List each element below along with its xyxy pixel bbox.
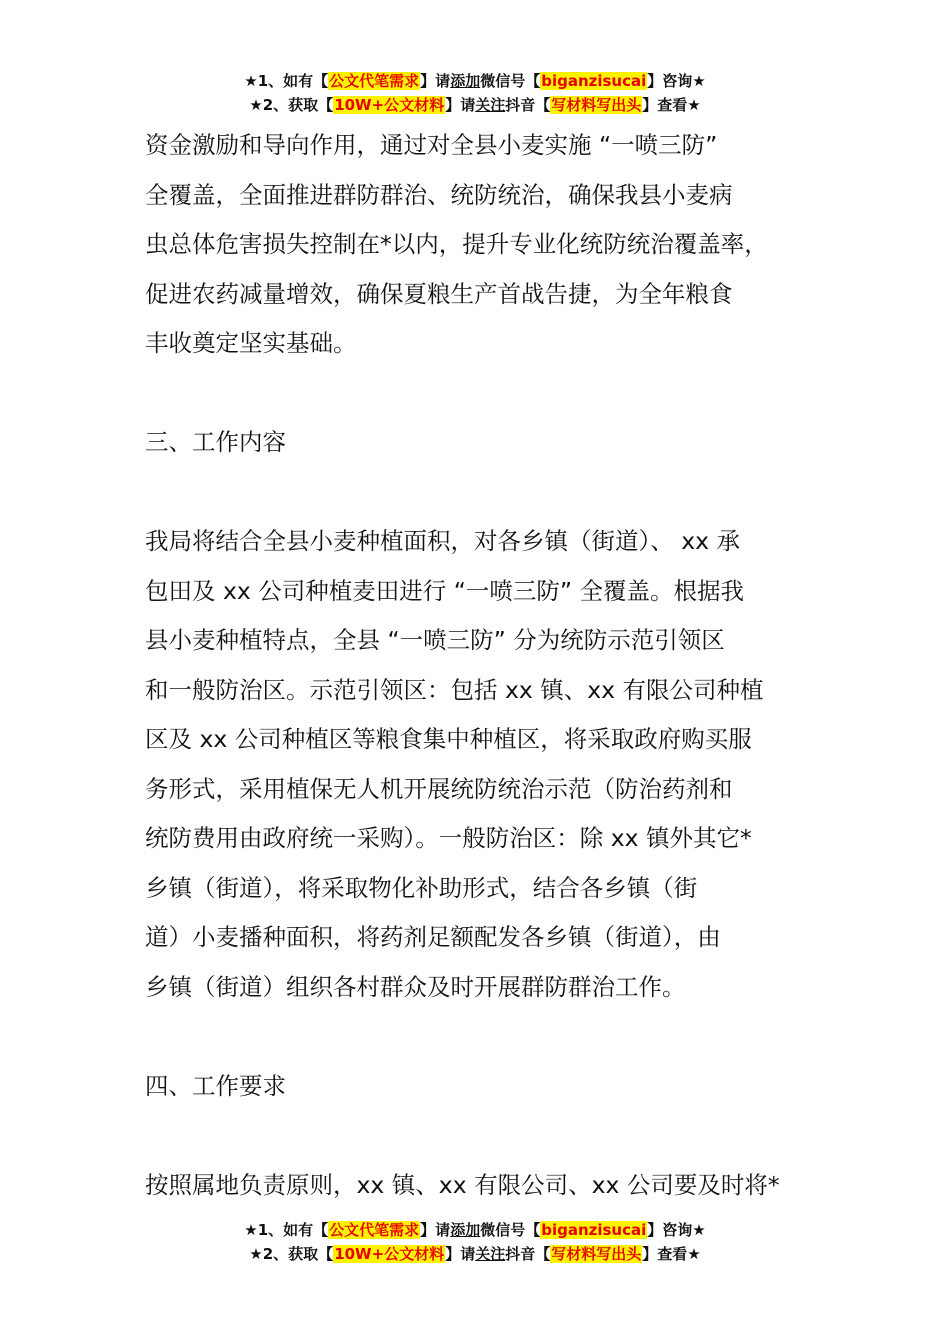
banner-text: 微信号【 [480, 1221, 541, 1239]
text-line: 道）小麦播种面积，将药剂足额配发各乡镇（街道），由 [145, 923, 721, 951]
banner-line-1 [0, 69, 950, 93]
banner-highlight: 10W+公文材料 [334, 1245, 445, 1263]
banner-line-1 [0, 1218, 950, 1242]
banner-line-2 [0, 1242, 950, 1266]
banner-underlined-text: 关注 [475, 1245, 506, 1263]
banner-highlight: biganzisucai [541, 72, 647, 90]
text-line: 和一般防治区。示范引领区：包括 xx 镇、xx 有限公司种植 [145, 675, 764, 704]
banner-underlined-text: 添加 [450, 72, 481, 90]
document-body [145, 121, 835, 1210]
header-banner [0, 69, 950, 117]
text-line: 乡镇（街道），将采取物化补助形式，结合各乡镇（街 [145, 873, 698, 902]
banner-text: 】查看★ [642, 1245, 701, 1263]
banner-text: 抖音【 [505, 1245, 551, 1263]
banner-text: 】请 [420, 1221, 451, 1239]
section-heading-work-content: 三、工作内容 [145, 428, 286, 456]
banner-highlight: 10W+公文材料 [334, 96, 445, 114]
banner-text: 】查看★ [642, 96, 701, 114]
text-line: 我局将结合全县小麦种植面积，对各乡镇（街道）、 xx 承 [145, 527, 741, 555]
text-line: 务形式，采用植保无人机开展统防统治示范（防治药剂和 [145, 774, 733, 803]
footer-banner [0, 1218, 950, 1266]
banner-highlight: 写材料写出头 [551, 1245, 642, 1263]
banner-text: ★1、如有【 [244, 1221, 329, 1239]
paragraph-funding [145, 121, 835, 369]
text-line: 统防费用由政府统一采购）。一般防治区：除 xx 镇外其它* [145, 824, 752, 852]
banner-line-2 [0, 93, 950, 117]
banner-text: 微信号【 [480, 72, 541, 90]
text-line: 虫总体危害损失控制在*以内，提升专业化统防统治覆盖率， [145, 230, 768, 258]
banner-text: 】咨询★ [647, 72, 706, 90]
banner-text: 】请 [445, 1245, 476, 1263]
banner-text: ★2、获取【 [249, 96, 334, 114]
banner-text: ★1、如有【 [244, 72, 329, 90]
banner-text: 】请 [445, 96, 476, 114]
banner-underlined-text: 添加 [450, 1221, 481, 1239]
banner-text: 】咨询★ [647, 1221, 706, 1239]
text-line: 丰收奠定坚实基础。 [145, 329, 357, 357]
text-line: 区及 xx 公司种植区等粮食集中种植区，将采取政府购买服 [145, 725, 752, 753]
banner-text: 抖音【 [505, 96, 551, 114]
banner-highlight: biganzisucai [541, 1221, 647, 1239]
banner-highlight: 公文代笔需求 [329, 72, 420, 90]
text-line: 包田及 xx 公司种植麦田进行 “一喷三防” 全覆盖。根据我 [145, 576, 745, 605]
text-line: 乡镇（街道）组织各村群众及时开展群防群治工作。 [145, 972, 686, 1001]
banner-underlined-text: 关注 [475, 96, 506, 114]
section-heading-work-requirements: 四、工作要求 [145, 1071, 286, 1100]
text-line: 县小麦种植特点，全县 “一喷三防” 分为统防示范引领区 [145, 626, 725, 654]
text-line: 全覆盖，全面推进群防群治、统防统治，确保我县小麦病 [145, 180, 733, 209]
banner-highlight: 写材料写出头 [551, 96, 642, 114]
text-line: 按照属地负责原则，xx 镇、xx 有限公司、xx 公司要及时将* [145, 1170, 780, 1199]
banner-text: 】请 [420, 72, 451, 90]
banner-highlight: 公文代笔需求 [329, 1221, 420, 1239]
text-line: 促进农药减量增效，确保夏粮生产首战告捷，为全年粮食 [145, 279, 733, 308]
text-line: 资金激励和导向作用，通过对全县小麦实施 “一喷三防” [145, 131, 718, 159]
paragraph-work-requirements [145, 1161, 835, 1211]
paragraph-work-content [145, 517, 835, 1012]
banner-text: ★2、获取【 [249, 1245, 334, 1263]
